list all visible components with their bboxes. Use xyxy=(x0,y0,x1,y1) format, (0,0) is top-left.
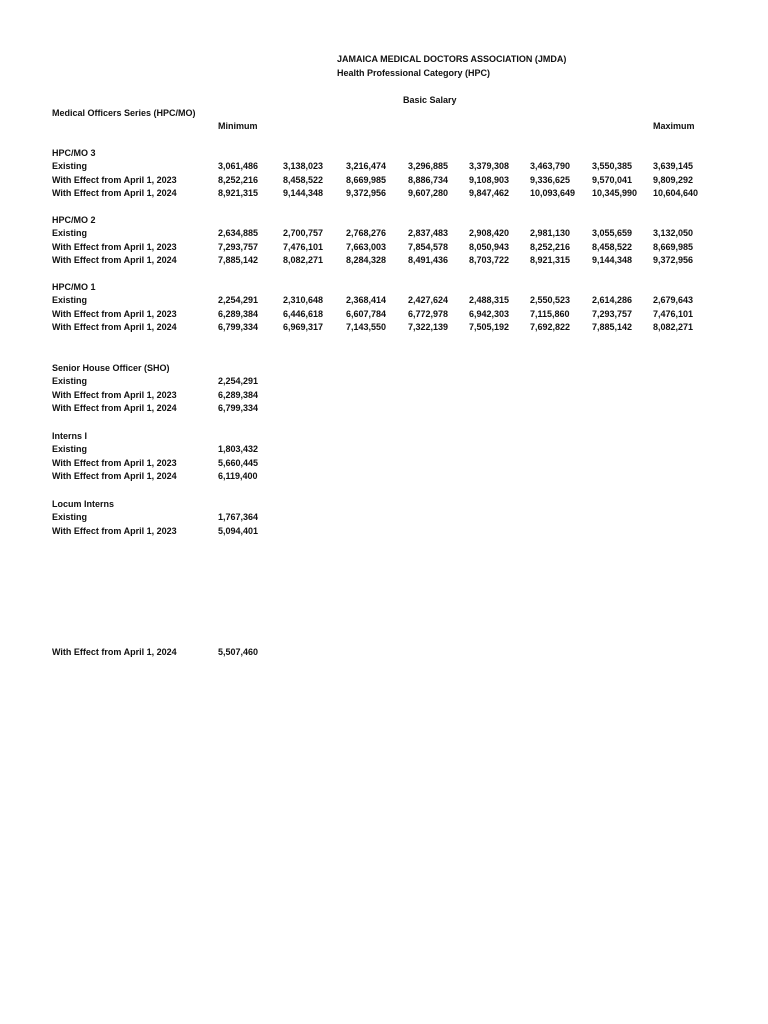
salary-cell: 8,050,943 xyxy=(469,241,510,252)
salary-cell: 6,119,400 xyxy=(218,471,258,481)
row-label: With Effect from April 1, 2023 xyxy=(52,308,177,319)
salary-cell: 9,108,903 xyxy=(469,174,510,185)
row-value: 5,507,460 xyxy=(218,647,259,657)
salary-cell: 7,854,578 xyxy=(408,241,449,252)
table-row xyxy=(0,390,768,402)
org-title: JAMAICA MEDICAL DOCTORS ASSOCIATION (JMDA) xyxy=(337,54,567,64)
salary-cell: 8,669,985 xyxy=(653,241,694,252)
salary-cell: 8,252,216 xyxy=(218,174,259,185)
row-label: With Effect from April 1, 2023 xyxy=(52,174,177,185)
row-label: With Effect from April 1, 2024 xyxy=(52,403,177,413)
row-label: Existing xyxy=(52,444,88,454)
salary-cell: 6,799,334 xyxy=(218,403,259,413)
grade-title: HPC/MO 3 xyxy=(52,148,96,158)
salary-cell: 3,463,790 xyxy=(530,161,571,171)
salary-cell: 9,336,625 xyxy=(530,174,571,185)
table-row xyxy=(0,376,768,388)
row-label: With Effect from April 1, 2024 xyxy=(52,188,177,198)
table-row xyxy=(0,188,768,200)
salary-cell: 2,368,414 xyxy=(346,295,387,305)
salary-cell: 5,660,445 xyxy=(218,457,259,468)
row-label: With Effect from April 1, 2024 xyxy=(52,647,177,657)
salary-cell: 2,254,291 xyxy=(218,295,259,305)
salary-cell: 7,663,003 xyxy=(346,241,387,252)
salary-cell: 10,093,649 xyxy=(530,188,576,198)
salary-cell: 7,476,101 xyxy=(653,308,694,319)
grade-title: Interns I xyxy=(52,431,88,441)
salary-cell: 6,289,384 xyxy=(218,389,259,400)
salary-cell: 9,809,292 xyxy=(653,174,694,185)
grade-title: HPC/MO 2 xyxy=(52,215,96,225)
salary-cell: 2,254,291 xyxy=(218,376,259,386)
salary-cell: 1,767,364 xyxy=(218,512,259,522)
salary-cell: 8,921,315 xyxy=(530,255,571,265)
grade-title: Senior House Officer (SHO) xyxy=(52,363,170,373)
table-row xyxy=(0,255,768,267)
row-label: Existing xyxy=(52,228,88,238)
salary-cell: 7,476,101 xyxy=(283,241,324,252)
salary-cell: 9,607,280 xyxy=(408,188,449,198)
salary-cell: 7,885,142 xyxy=(218,255,259,265)
salary-cell: 9,144,348 xyxy=(283,188,324,198)
row-label: Existing xyxy=(52,376,88,386)
maximum-header: Maximum xyxy=(653,121,695,131)
salary-cell: 8,284,328 xyxy=(346,255,387,265)
table-row xyxy=(0,471,768,483)
salary-cell: 6,289,384 xyxy=(218,308,259,319)
salary-cell: 7,692,822 xyxy=(530,322,571,332)
salary-cell: 3,138,023 xyxy=(283,161,324,171)
salary-cell: 10,345,990 xyxy=(592,188,638,198)
salary-cell: 3,296,885 xyxy=(408,161,449,171)
salary-cell: 8,886,734 xyxy=(408,174,449,185)
category-title: Health Professional Category (HPC) xyxy=(337,68,491,78)
salary-cell: 2,550,523 xyxy=(530,295,571,305)
salary-cell: 8,252,216 xyxy=(530,241,571,252)
salary-cell: 10,604,640 xyxy=(653,188,699,198)
salary-cell: 6,772,978 xyxy=(408,308,449,319)
minimum-header: Minimum xyxy=(218,121,258,131)
table-row xyxy=(0,512,768,524)
salary-cell: 9,847,462 xyxy=(469,188,510,198)
salary-cell: 2,310,648 xyxy=(283,295,324,305)
salary-cell: 8,458,522 xyxy=(283,174,324,185)
salary-cell: 6,969,317 xyxy=(283,322,324,332)
table-row xyxy=(0,228,768,240)
table-row xyxy=(0,242,768,254)
salary-cell: 8,082,271 xyxy=(283,255,324,265)
salary-cell: 8,491,436 xyxy=(408,255,449,265)
salary-cell: 2,488,315 xyxy=(469,295,510,305)
salary-cell: 2,908,420 xyxy=(469,228,510,238)
basic-salary-title: Basic Salary xyxy=(403,95,457,105)
salary-cell: 2,614,286 xyxy=(592,295,633,305)
salary-cell: 8,082,271 xyxy=(653,322,694,332)
row-label: With Effect from April 1, 2024 xyxy=(52,471,177,481)
table-row xyxy=(0,295,768,307)
salary-cell: 3,639,145 xyxy=(653,161,694,171)
salary-cell: 3,132,050 xyxy=(653,228,694,238)
salary-cell: 9,372,956 xyxy=(653,255,694,265)
salary-cell: 6,446,618 xyxy=(283,308,324,319)
salary-cell: 3,550,385 xyxy=(592,161,633,171)
salary-cell: 2,634,885 xyxy=(218,228,259,238)
table-row xyxy=(0,403,768,415)
table-row xyxy=(0,175,768,187)
salary-cell: 9,144,348 xyxy=(592,255,633,265)
series-title: Medical Officers Series (HPC/MO) xyxy=(52,108,196,118)
row-label: With Effect from April 1, 2023 xyxy=(52,389,177,400)
salary-cell: 2,837,483 xyxy=(408,228,449,238)
row-label: With Effect from April 1, 2023 xyxy=(52,457,177,468)
salary-cell: 7,115,860 xyxy=(530,308,570,319)
grade-title: HPC/MO 1 xyxy=(52,282,96,292)
table-row xyxy=(0,444,768,456)
footer-row xyxy=(0,647,768,659)
salary-cell: 2,700,757 xyxy=(283,228,324,238)
salary-cell: 5,094,401 xyxy=(218,525,259,536)
salary-cell: 8,669,985 xyxy=(346,174,387,185)
salary-cell: 6,799,334 xyxy=(218,322,259,332)
row-label: With Effect from April 1, 2024 xyxy=(52,322,177,332)
row-label: Existing xyxy=(52,295,88,305)
salary-cell: 2,427,624 xyxy=(408,295,449,305)
salary-cell: 7,885,142 xyxy=(592,322,633,332)
salary-cell: 7,143,550 xyxy=(346,322,387,332)
row-label: Existing xyxy=(52,512,88,522)
salary-cell: 6,607,784 xyxy=(346,308,387,319)
salary-cell: 9,570,041 xyxy=(592,174,633,185)
salary-cell: 3,061,486 xyxy=(218,161,259,171)
table-row xyxy=(0,458,768,470)
salary-cell: 3,216,474 xyxy=(346,161,387,171)
row-label: With Effect from April 1, 2023 xyxy=(52,241,177,252)
salary-cell: 7,322,139 xyxy=(408,322,449,332)
salary-cell: 8,921,315 xyxy=(218,188,259,198)
salary-cell: 7,505,192 xyxy=(469,322,510,332)
salary-cell: 3,055,659 xyxy=(592,228,633,238)
salary-cell: 3,379,308 xyxy=(469,161,510,171)
salary-cell: 2,679,643 xyxy=(653,295,694,305)
grade-title: Locum Interns xyxy=(52,499,115,509)
salary-cell: 7,293,757 xyxy=(218,241,259,252)
row-label: With Effect from April 1, 2023 xyxy=(52,525,177,536)
row-label: With Effect from April 1, 2024 xyxy=(52,255,177,265)
salary-cell: 8,458,522 xyxy=(592,241,633,252)
table-row xyxy=(0,526,768,538)
table-row xyxy=(0,322,768,334)
salary-cell: 6,942,303 xyxy=(469,308,510,319)
salary-cell: 8,703,722 xyxy=(469,255,510,265)
row-label: Existing xyxy=(52,161,88,171)
salary-cell: 9,372,956 xyxy=(346,188,387,198)
salary-cell: 7,293,757 xyxy=(592,308,633,319)
salary-cell: 1,803,432 xyxy=(218,444,259,454)
table-row xyxy=(0,161,768,173)
table-row xyxy=(0,309,768,321)
salary-cell: 2,981,130 xyxy=(530,228,571,238)
salary-cell: 2,768,276 xyxy=(346,228,387,238)
